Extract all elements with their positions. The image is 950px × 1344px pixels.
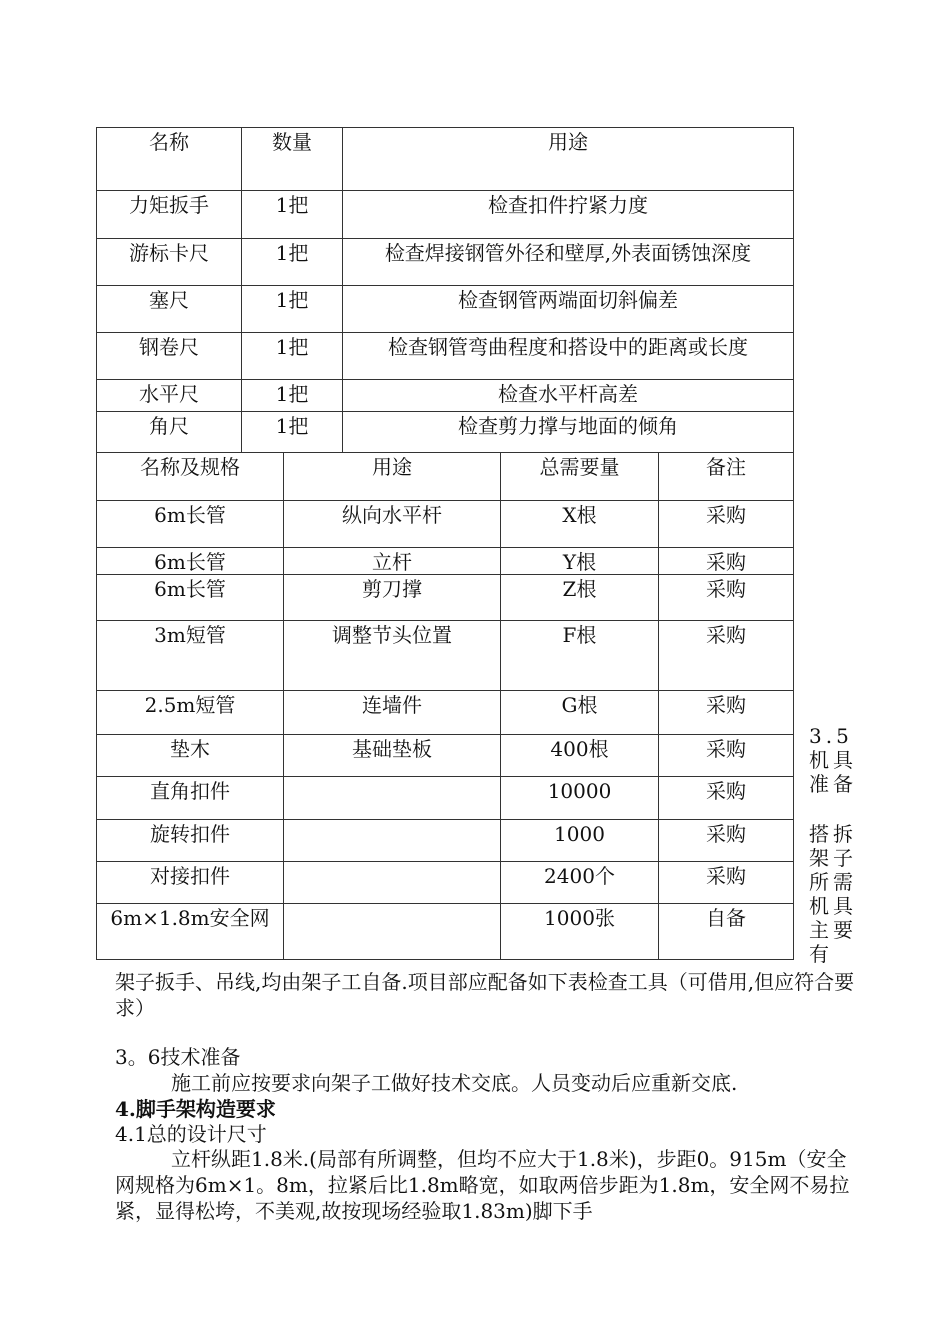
table-row (97, 548, 794, 575)
table-row (97, 621, 794, 691)
material-qty: 1000张 (501, 904, 659, 960)
paragraph-tools: 架子扳手、吊线,均由架子工自备.项目部应配备如下表检查工具（可借用,但应符合要求） (115, 970, 855, 1020)
material-qty: 1000 (501, 820, 659, 862)
tool-use: 检查扣件拧紧力度 (343, 191, 794, 239)
material-note: 自备 (659, 904, 794, 960)
material-qty: X根 (501, 501, 659, 548)
material-spec: 2.5m短管 (97, 691, 284, 735)
material-use: 纵向水平杆 (284, 501, 501, 548)
tool-qty: 1把 (242, 333, 343, 380)
table-row (97, 820, 794, 862)
tool-name: 力矩扳手 (97, 191, 242, 239)
header-spec: 名称及规格 (97, 453, 284, 501)
tool-qty: 1把 (242, 412, 343, 453)
tool-name: 塞尺 (97, 286, 242, 333)
material-note: 采购 (659, 691, 794, 735)
material-qty: 2400个 (501, 862, 659, 904)
table-row (97, 380, 794, 412)
material-spec: 6m长管 (97, 501, 284, 548)
header-use: 用途 (343, 128, 794, 191)
material-spec: 直角扣件 (97, 777, 284, 820)
table-row (97, 904, 794, 960)
table-row (97, 501, 794, 548)
table-row (97, 735, 794, 777)
tool-name: 钢卷尺 (97, 333, 242, 380)
header-use: 用途 (284, 453, 501, 501)
header-total: 总需要量 (501, 453, 659, 501)
material-note: 采购 (659, 501, 794, 548)
materials-table (96, 452, 794, 960)
material-use: 基础垫板 (284, 735, 501, 777)
material-qty: 400根 (501, 735, 659, 777)
header-qty: 数量 (242, 128, 343, 191)
table-row (97, 575, 794, 621)
section-3-5-body: 搭拆架子所需机具主要有 (809, 822, 857, 966)
tool-qty: 1把 (242, 191, 343, 239)
section-3-5-heading: 3.5 机具准备 (809, 724, 857, 796)
table-row (97, 191, 794, 239)
tool-qty: 1把 (242, 380, 343, 412)
material-note: 采购 (659, 820, 794, 862)
table-row (97, 412, 794, 453)
table-row (97, 862, 794, 904)
material-spec: 6m长管 (97, 548, 284, 575)
material-spec: 3m短管 (97, 621, 284, 691)
material-note: 采购 (659, 548, 794, 575)
tool-use: 检查钢管弯曲程度和搭设中的距离或长度 (343, 333, 794, 380)
material-spec: 旋转扣件 (97, 820, 284, 862)
material-qty: F根 (501, 621, 659, 691)
material-note: 采购 (659, 862, 794, 904)
material-qty: Z根 (501, 575, 659, 621)
tool-use: 检查水平杆高差 (343, 380, 794, 412)
material-spec: 垫木 (97, 735, 284, 777)
material-note: 采购 (659, 575, 794, 621)
material-note: 采购 (659, 735, 794, 777)
material-use: 调整节头位置 (284, 621, 501, 691)
material-qty: 10000 (501, 777, 659, 820)
material-use (284, 777, 501, 820)
tool-name: 水平尺 (97, 380, 242, 412)
section-3-6-heading: 3。6技术准备 (115, 1045, 241, 1069)
table-row (97, 691, 794, 735)
inspection-tools-table (96, 127, 794, 453)
tool-name: 游标卡尺 (97, 239, 242, 286)
material-use (284, 904, 501, 960)
tool-qty: 1把 (242, 239, 343, 286)
side-column-text (809, 724, 861, 966)
material-use: 连墙件 (284, 691, 501, 735)
tool-name: 角尺 (97, 412, 242, 453)
tool-use: 检查剪力撑与地面的倾角 (343, 412, 794, 453)
material-use: 剪刀撑 (284, 575, 501, 621)
material-note: 采购 (659, 777, 794, 820)
table-row (97, 333, 794, 380)
paragraph-technical-prep: 施工前应按要求向架子工做好技术交底。人员变动后应重新交底. (171, 1071, 738, 1095)
material-spec: 6m×1.8m安全网 (97, 904, 284, 960)
tool-use: 检查焊接钢管外径和壁厚,外表面锈蚀深度 (343, 239, 794, 286)
table-row (97, 286, 794, 333)
material-spec: 对接扣件 (97, 862, 284, 904)
material-note: 采购 (659, 621, 794, 691)
table-row (97, 777, 794, 820)
material-qty: G根 (501, 691, 659, 735)
tool-qty: 1把 (242, 286, 343, 333)
table-row (97, 239, 794, 286)
material-spec: 6m长管 (97, 575, 284, 621)
material-use (284, 862, 501, 904)
material-use: 立杆 (284, 548, 501, 575)
tool-use: 检查钢管两端面切斜偏差 (343, 286, 794, 333)
header-name: 名称 (97, 128, 242, 191)
section-4-heading: 4.脚手架构造要求 (115, 1097, 276, 1121)
table-header-row (97, 128, 794, 191)
header-note: 备注 (659, 453, 794, 501)
material-use (284, 820, 501, 862)
paragraph-design-dimensions: 立杆纵距1.8米.(局部有所调整，但均不应大于1.8米)，步距0。915m（安全网规格为6m×1。8m，拉紧后比1.8m略宽，如取两倍步距为1.8m，安全网不易拉紧，显得松垮，不美观,故按现场经验取1.83m)脚下手 (115, 1147, 850, 1223)
table-header-row (97, 453, 794, 501)
material-qty: Y根 (501, 548, 659, 575)
section-4-1-heading: 4.1总的设计尺寸 (115, 1122, 267, 1146)
